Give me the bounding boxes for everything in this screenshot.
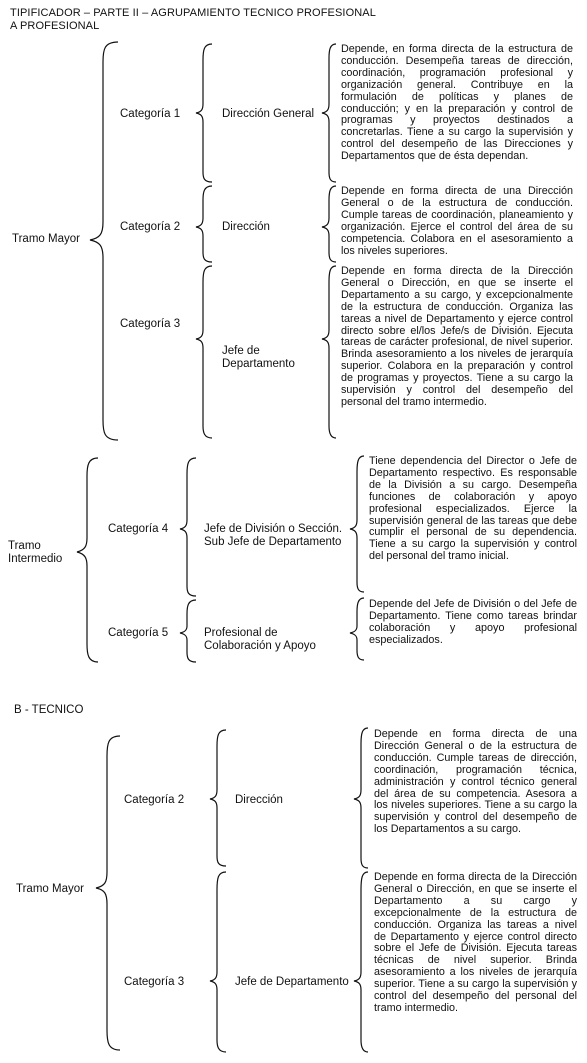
- brace-desc2-a: [322, 186, 336, 262]
- cargo-direccion: Dirección: [222, 221, 270, 233]
- tramo-intermedio-label-l2: Intermedio: [8, 553, 63, 565]
- cargo-direccion-b: Dirección: [235, 794, 283, 806]
- cargo-profesional-l1: Profesional de: [204, 627, 278, 639]
- brace-cat3-a: [196, 266, 212, 438]
- categoria-1-label: Categoría 1: [120, 108, 181, 120]
- desc-categoria-3: Depende en forma directa de la Dirección General o Dirección, en que se inserte el Departamento a su cargo, y excepcionalmente de la estructura de conducción. Organiza las tareas a nivel de Departamento y ejerce control directo sobre el/los Jefe/s de División. Ejecuta tareas de carácter profesional, de nivel superior. Brinda asesoramiento a los niveles de jerarquía superior. Colabora en la preparación y control de programas y proyectos. Tiene a su cargo la supervisión y control del desempeño del personal del tramo intermedio.: [341, 265, 573, 408]
- categoria-3-b-label: Categoría 3: [124, 976, 185, 988]
- section-a-heading: A PROFESIONAL: [10, 20, 100, 32]
- cargo-jefe-departamento-b: Jefe de Departamento: [235, 976, 349, 988]
- cargo-profesional-l2: Colaboración y Apoyo: [204, 640, 316, 652]
- tramo-mayor-b-label: Tramo Mayor: [16, 883, 84, 895]
- desc-categoria-2-b: Depende en forma directa de una Dirección General o de la estructura de conducción. Cumple tareas de dirección, coordinación, programación técnica, administración y control técnico general del área de su competencia. Asesora a los niveles superiores. Tiene a su cargo la supervisión y control del desempeño de los Departamentos a su cargo.: [374, 728, 577, 836]
- categoria-3-label: Categoría 3: [120, 318, 181, 330]
- desc-categoria-2: Depende en forma directa de una Dirección General o de la estructura de conducción. Cumple tareas de coordinación, planeamiento y organización. Ejerce el control del área de su competencia. Colabora en el asesoramiento a los niveles superiores.: [341, 185, 573, 257]
- brace-desc-cat3-b: [354, 872, 368, 1052]
- section-b-heading: B - TECNICO: [14, 704, 84, 716]
- categoria-2-label: Categoría 2: [120, 221, 181, 233]
- brace-desc3-a: [322, 266, 336, 438]
- brace-cat2-a: [196, 186, 212, 262]
- cargo-jefe-departamento-l1: Jefe de: [222, 345, 260, 357]
- document-title: TIPIFICADOR – PARTE II – AGRUPAMIENTO TECNICO PROFESIONAL: [10, 7, 376, 19]
- desc-categoria-1: Depende, en forma directa de la estructura de conducción. Desempeña tareas de dirección, coordinación, programación profesional y organización general. Contribuye en la formulación de políticas y planes de conducción; y en la preparación y control de programas y proyectos destinados a concretarlas. Tiene a su cargo la supervisión y control del desempeño de las Direcciones y Departamentos que de ésta dependan.: [341, 43, 573, 163]
- brace-tramo-mayor-a: [90, 42, 118, 440]
- cargo-jefe-division-l2: Sub Jefe de Departamento: [204, 536, 342, 548]
- cargo-jefe-departamento-l2: Departamento: [222, 358, 295, 370]
- brace-cat1-a: [196, 44, 212, 182]
- desc-categoria-3-b: Depende en forma directa de la Dirección General o Dirección, en que se inserte el Departamento a su cargo y excepcionalmente de la estructura de conducción. Organiza las tareas a nivel de Departamento y ejerce control directo sobre el Jefe de División. Ejecuta tareas técnicas de nivel superior. Brinda asesoramiento a los niveles de jerarquía superior. Tiene a su cargo la supervisión y control del desempeño del personal del tramo intermedio.: [374, 871, 577, 1014]
- brace-cat5: [180, 600, 196, 662]
- desc-categoria-5: Depende del Jefe de División o del Jefe de Departamento. Tiene como tareas brindar colaboración y apoyo profesional especializados.: [369, 598, 577, 646]
- brace-desc-cat2-b: [354, 728, 368, 868]
- brace-cat3-b: [210, 872, 226, 1052]
- tramo-mayor-label: Tramo Mayor: [12, 233, 80, 245]
- tramo-intermedio-label-l1: Tramo: [8, 540, 41, 552]
- brace-cat4: [180, 458, 196, 596]
- brace-desc5: [350, 598, 364, 660]
- cargo-jefe-division-l1: Jefe de División o Sección.: [204, 523, 343, 535]
- categoria-5-label: Categoría 5: [108, 627, 169, 639]
- brace-tramo-mayor-b: [96, 736, 120, 1050]
- brace-tramo-intermedio: [77, 458, 98, 662]
- brace-desc1-a: [322, 44, 336, 182]
- categoria-2-b-label: Categoría 2: [124, 794, 185, 806]
- cargo-direccion-general: Dirección General: [222, 108, 315, 120]
- brace-cat2-b: [210, 730, 226, 866]
- brace-desc4: [350, 456, 364, 592]
- categoria-4-label: Categoría 4: [108, 523, 169, 535]
- desc-categoria-4: Tiene dependencia del Director o Jefe de Departamento respectivo. Es responsable de la División a su cargo. Desempeña funciones de colaboración y apoyo profesional especializados. Ejerce la supervisión general de las tareas que debe cumplir el personal de su dependencia. Tiene a su cargo la supervisión y control del personal del tramo inicial.: [369, 455, 577, 563]
